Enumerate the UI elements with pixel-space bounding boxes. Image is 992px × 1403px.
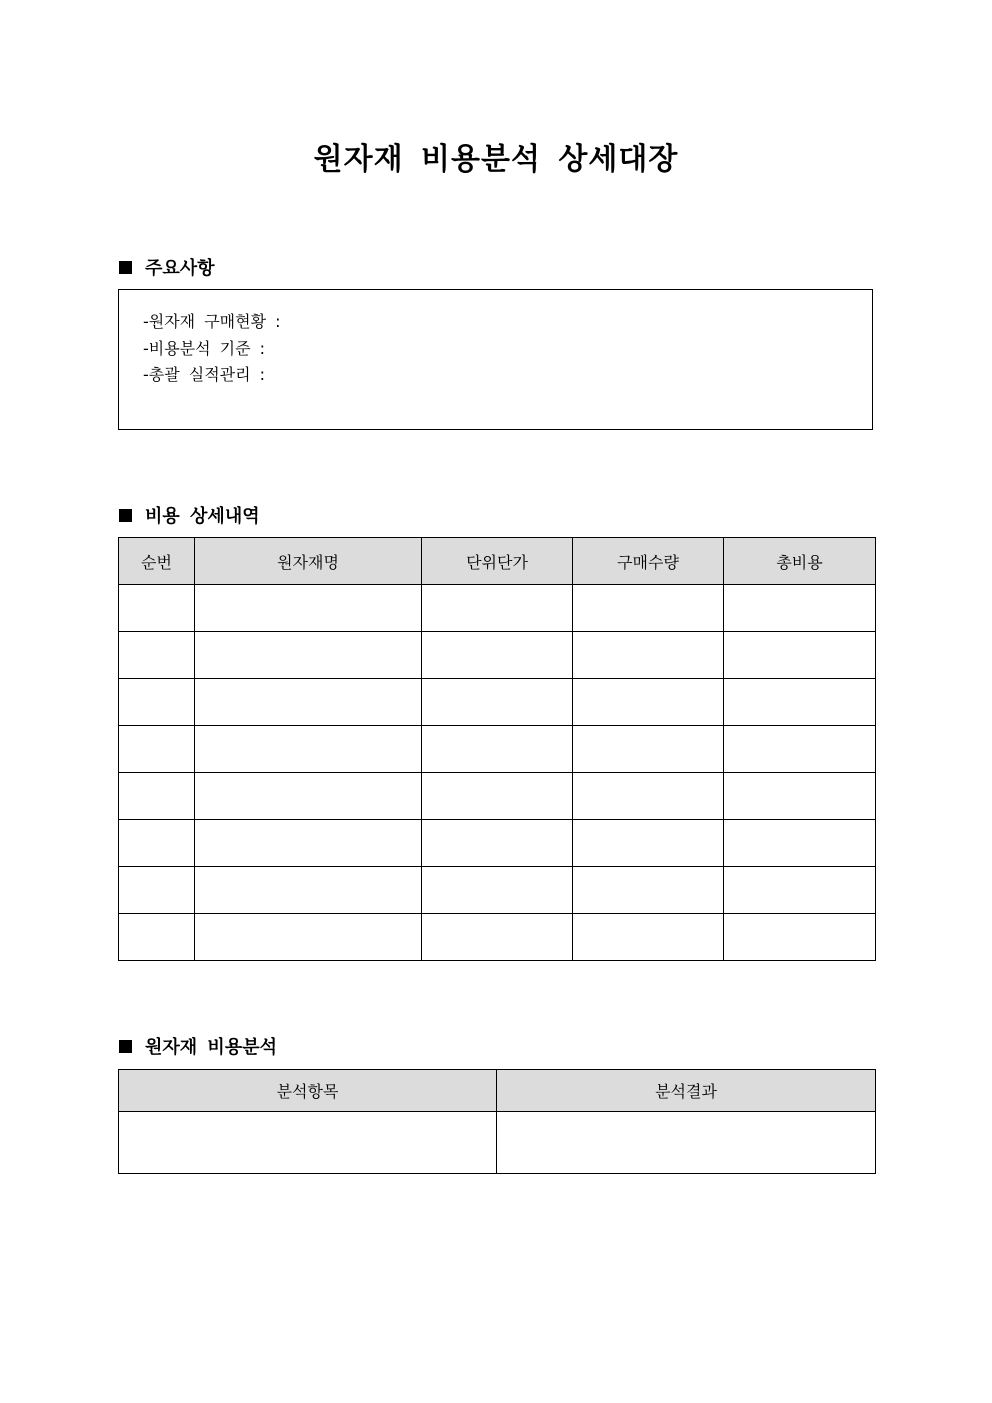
table-cell[interactable] [573,820,724,867]
analysis-heading-label: 원자재 비용분석 [145,1037,277,1058]
table-cell[interactable] [573,726,724,773]
cost-analysis-table [118,1069,876,1174]
table-row [119,1112,876,1174]
table-cell[interactable] [119,867,195,914]
column-header-material-name: 원자재명 [195,538,422,585]
page-title: 원자재 비용분석 상세대장 [313,142,679,177]
summary-heading [119,254,215,280]
table-cell[interactable] [724,773,876,820]
table-row [119,632,876,679]
table-cell[interactable] [422,585,573,632]
summary-line-performance-management: -총괄 실적관리 : [143,365,266,384]
summary-box [118,289,873,430]
table-cell[interactable] [724,726,876,773]
table-row [119,679,876,726]
table-cell[interactable] [724,914,876,961]
table-cell[interactable] [724,679,876,726]
column-header-analysis-result: 분석결과 [497,1070,876,1112]
column-header-quantity: 구매수량 [573,538,724,585]
cost-detail-table [118,537,876,961]
table-cell[interactable] [724,867,876,914]
table-cell[interactable] [573,773,724,820]
table-cell[interactable] [422,632,573,679]
black-square-icon [119,509,132,522]
table-cell[interactable] [119,773,195,820]
column-header-analysis-item: 분석항목 [119,1070,497,1112]
table-cell[interactable] [422,773,573,820]
table-row [119,726,876,773]
black-square-icon [119,1040,132,1053]
table-cell[interactable] [195,726,422,773]
table-cell[interactable] [119,585,195,632]
table-cell[interactable] [195,679,422,726]
column-header-unit-price: 단위단가 [422,538,573,585]
detail-heading-label: 비용 상세내역 [145,506,260,527]
table-cell[interactable] [422,726,573,773]
table-row [119,914,876,961]
table-cell[interactable] [119,820,195,867]
table-cell[interactable] [724,632,876,679]
summary-heading-label: 주요사항 [145,258,215,279]
table-cell[interactable] [195,820,422,867]
table-cell[interactable] [119,1112,497,1174]
table-cell[interactable] [119,726,195,773]
table-cell[interactable] [422,867,573,914]
table-cell[interactable] [119,679,195,726]
column-header-no: 순번 [119,538,195,585]
table-cell[interactable] [497,1112,876,1174]
table-cell[interactable] [573,585,724,632]
table-cell[interactable] [195,867,422,914]
table-row [119,867,876,914]
table-cell[interactable] [195,914,422,961]
column-header-total-cost: 총비용 [724,538,876,585]
table-cell[interactable] [422,914,573,961]
detail-heading [119,502,260,528]
table-cell[interactable] [119,632,195,679]
table-header-row [119,1070,876,1112]
table-cell[interactable] [724,820,876,867]
black-square-icon [119,261,132,274]
table-row [119,820,876,867]
table-cell[interactable] [119,914,195,961]
table-row [119,773,876,820]
table-cell[interactable] [724,585,876,632]
summary-line-analysis-criteria: -비용분석 기준 : [143,338,266,358]
table-cell[interactable] [195,773,422,820]
table-cell[interactable] [573,867,724,914]
table-cell[interactable] [195,632,422,679]
summary-line-purchase-status: -원자재 구매현황 : [143,312,281,331]
table-row [119,585,876,632]
table-header-row [119,538,876,585]
table-cell[interactable] [422,820,573,867]
table-cell[interactable] [573,679,724,726]
table-cell[interactable] [573,914,724,961]
table-cell[interactable] [195,585,422,632]
analysis-heading [119,1033,277,1059]
table-cell[interactable] [573,632,724,679]
table-cell[interactable] [422,679,573,726]
